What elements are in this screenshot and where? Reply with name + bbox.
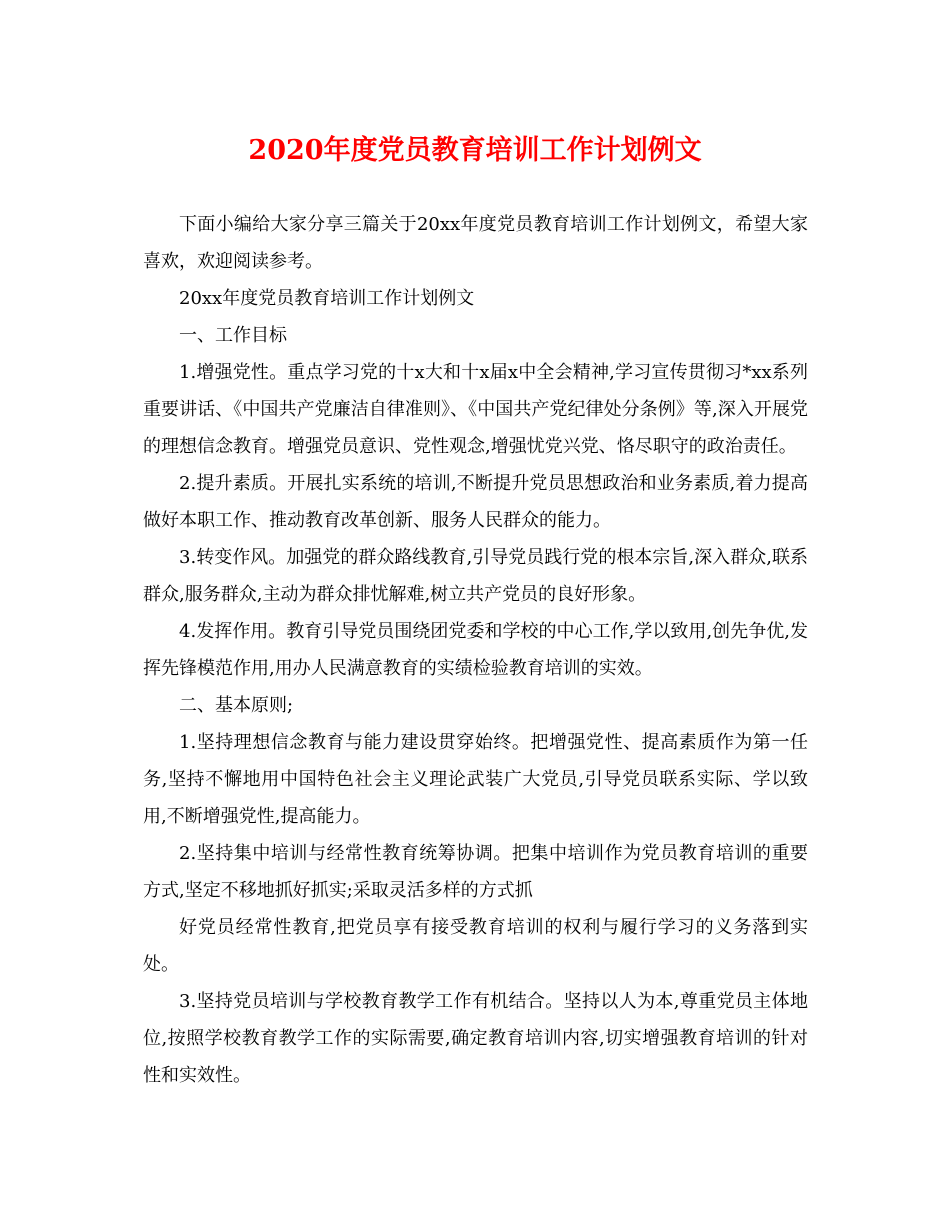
paragraph-principle-2: 2.坚持集中培训与经常性教育统筹协调。把集中培训作为党员教育培训的重要方式,坚定不移地抓好抓实;采取灵活多样的方式抓 — [143, 843, 808, 901]
paragraph-principle-2-cont: 好党员经常性教育,把党员享有接受教育培训的权利与履行学习的义务落到实处。 — [143, 917, 808, 975]
paragraph-goal-3: 3.转变作风。加强党的群众路线教育,引导党员践行党的根本宗旨,深入群众,联系群众,服务群众,主动为群众排忧解难,树立共产党员的良好形象。 — [143, 547, 808, 605]
document-title: 2020年度党员教育培训工作计划例文 — [248, 135, 702, 166]
paragraph-intro: 下面小编给大家分享三篇关于20xx年度党员教育培训工作计划例文，希望大家喜欢，欢迎阅读参考。 — [143, 214, 808, 272]
paragraph-goal-4: 4.发挥作用。教育引导党员围绕团党委和学校的中心工作,学以致用,创先争优,发挥先锋模范作用,用办人民满意教育的实绩检验教育培训的实效。 — [143, 621, 808, 679]
paragraph-goal-2: 2.提升素质。开展扎实系统的培训,不断提升党员思想政治和业务素质,着力提高做好本职工作、推动教育改革创新、服务人民群众的能力。 — [143, 473, 808, 531]
paragraph-subtitle: 20xx年度党员教育培训工作计划例文 — [179, 288, 475, 309]
section-heading-goals: 一、工作目标 — [179, 325, 287, 346]
paragraph-principle-1: 1.坚持理想信念教育与能力建设贯穿始终。把增强党性、提高素质作为第一任务,坚持不懈地用中国特色社会主义理论武装广大党员,引导党员联系实际、学以致用,不断增强党性,提高能力。 — [143, 732, 808, 827]
paragraph-goal-1: 1.增强党性。重点学习党的十x大和十x届x中全会精神,学习宣传贯彻习*xx系列重要讲话、《中国共产党廉洁自律准则》、《中国共产党纪律处分条例》等,深入开展党的理想信念教育。增强党员意识、党性观念,增强忧党兴党、恪尽职守的政治责任。 — [143, 362, 808, 457]
paragraph-principle-3: 3.坚持党员培训与学校教育教学工作有机结合。坚持以人为本,尊重党员主体地位,按照学校教育教学工作的实际需要,确定教育培训内容,切实增强教育培训的针对性和实效性。 — [143, 991, 808, 1086]
section-heading-principles: 二、基本原则; — [179, 695, 294, 716]
document-body — [143, 206, 808, 1094]
